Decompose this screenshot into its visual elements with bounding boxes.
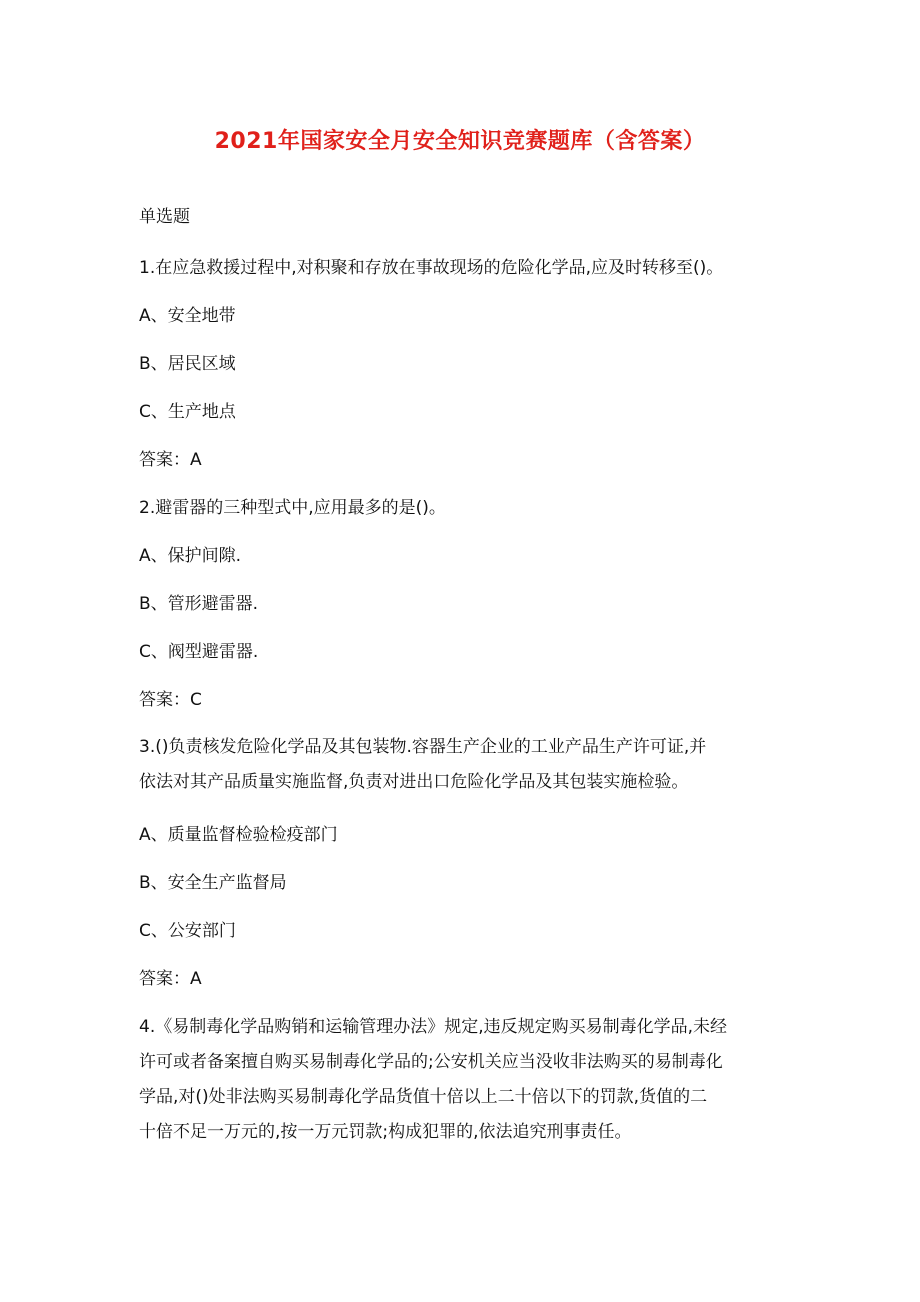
section-label: 单选题 (139, 207, 190, 227)
question-2-option-b: B、管形避雷器. (139, 594, 259, 614)
question-4-stem-line-4: 十倍不足一万元的,按一万元罚款;构成犯罪的,依法追究刑事责任。 (139, 1122, 632, 1142)
document-title: 2021年国家安全月安全知识竞赛题库（含答案） (214, 129, 706, 154)
question-2-answer: 答案：C (139, 690, 202, 710)
question-4-stem-line-3: 学品,对()处非法购买易制毒化学品货值十倍以上二十倍以下的罚款,货值的二 (139, 1087, 708, 1107)
question-4-stem-line-2: 许可或者备案擅自购买易制毒化学品的;公安机关应当没收非法购买的易制毒化 (139, 1052, 723, 1072)
question-4-stem-line-1: 4.《易制毒化学品购销和运输管理办法》规定,违反规定购买易制毒化学品,未经 (139, 1017, 728, 1037)
question-2-stem: 2.避雷器的三种型式中,应用最多的是()。 (139, 498, 446, 518)
question-4-stem (139, 1010, 789, 1150)
question-3-stem-line-2: 依法对其产品质量实施监督,负责对进出口危险化学品及其包装实施检验。 (139, 772, 689, 792)
question-3-option-a: A、质量监督检验检疫部门 (139, 825, 338, 845)
question-3-answer: 答案：A (139, 969, 202, 989)
question-1-stem: 1.在应急救援过程中,对积聚和存放在事故现场的危险化学品,应及时转移至()。 (139, 258, 724, 278)
question-2-option-a: A、保护间隙. (139, 546, 242, 566)
question-2-option-c: C、阀型避雷器. (139, 642, 259, 662)
question-3-stem (139, 730, 789, 800)
question-1-option-a: A、安全地带 (139, 306, 236, 326)
question-3-option-b: B、安全生产监督局 (139, 873, 287, 893)
question-3-stem-line-1: 3.()负责核发危险化学品及其包装物.容器生产企业的工业产品生产许可证,并 (139, 737, 707, 757)
question-3-option-c: C、公安部门 (139, 921, 236, 941)
question-1-answer: 答案：A (139, 450, 202, 470)
question-1-option-c: C、生产地点 (139, 402, 236, 422)
question-1-option-b: B、居民区域 (139, 354, 236, 374)
